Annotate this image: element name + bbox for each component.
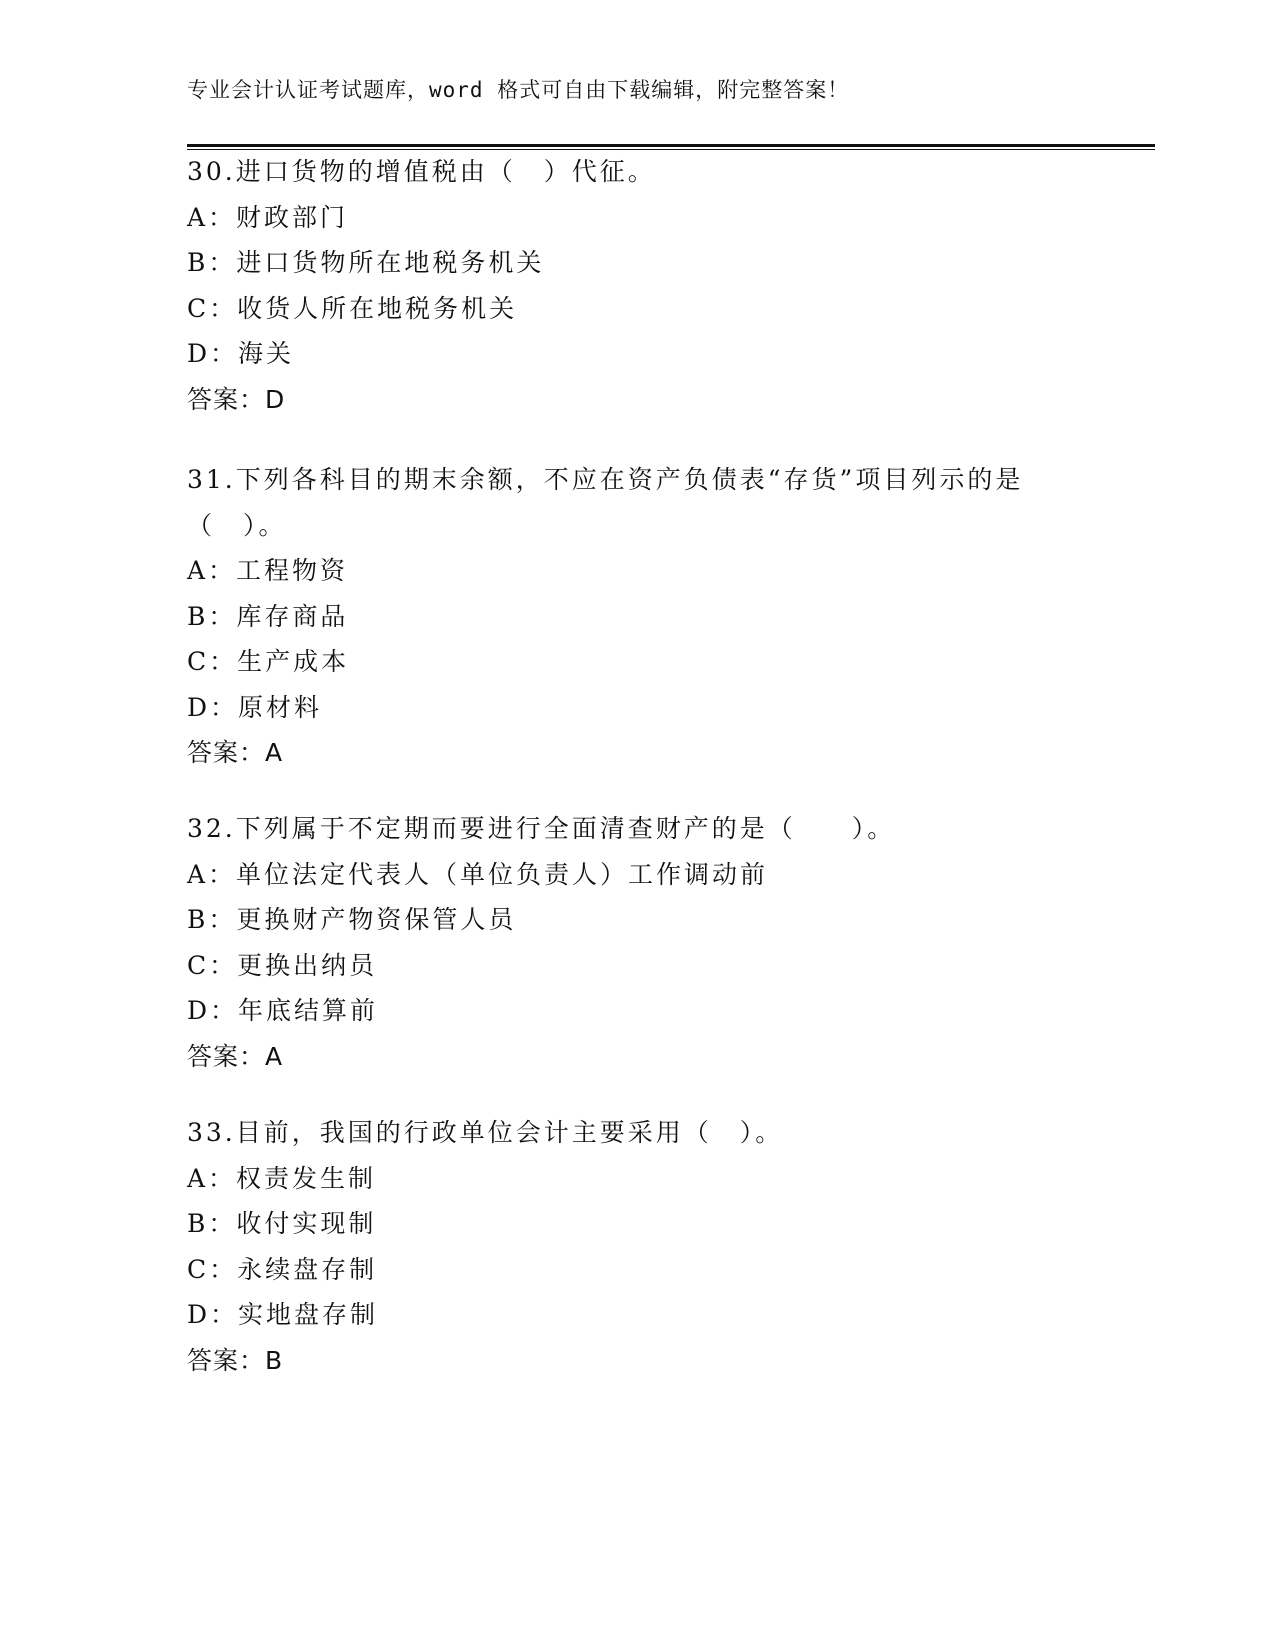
question-30: [187, 149, 1087, 422]
option-a: A：工程物资: [187, 556, 349, 585]
answer-line: 答案：B: [187, 1345, 284, 1375]
option-d: D：实地盘存制: [187, 1300, 379, 1329]
option-b: B：库存商品: [187, 601, 349, 631]
option-b: B：进口货物所在地税务机关: [187, 248, 545, 277]
question-stem: 32.下列属于不定期而要进行全面清查财产的是（ ）。: [187, 814, 896, 843]
option-b: B：收付实现制: [187, 1209, 377, 1238]
option-c: C：更换出纳员: [187, 950, 378, 980]
question-stem: 33.目前，我国的行政单位会计主要采用（ ）。: [187, 1118, 784, 1147]
question-stem-continued: （ ）。: [187, 510, 287, 540]
option-a: A：财政部门: [187, 202, 349, 232]
option-b: B：更换财产物资保管人员: [187, 905, 517, 934]
question-stem: 30.进口货物的增值税由（ ）代征。: [187, 157, 656, 186]
question-33: [187, 1110, 1087, 1383]
answer-line: 答案：A: [187, 1041, 284, 1071]
option-a: A：权责发生制: [187, 1163, 377, 1193]
option-c: C：生产成本: [187, 647, 350, 676]
option-d: D：年底结算前: [187, 996, 379, 1025]
option-a: A：单位法定代表人（单位负责人）工作调动前: [187, 859, 769, 889]
question-31: [187, 457, 1087, 776]
option-d: D：原材料: [187, 692, 323, 722]
option-c: C：永续盘存制: [187, 1254, 378, 1284]
question-stem: 31.下列各科目的期末余额，不应在资产负债表“存货”项目列示的是: [187, 465, 1024, 494]
option-c: C：收货人所在地税务机关: [187, 293, 518, 323]
question-32: [187, 806, 1087, 1079]
page-header: 专业会计认证考试题库，word 格式可自由下载编辑，附完整答案！: [187, 78, 850, 102]
answer-line: 答案：D: [187, 384, 286, 414]
answer-line: 答案：A: [187, 738, 284, 767]
option-d: D：海关: [187, 339, 295, 368]
